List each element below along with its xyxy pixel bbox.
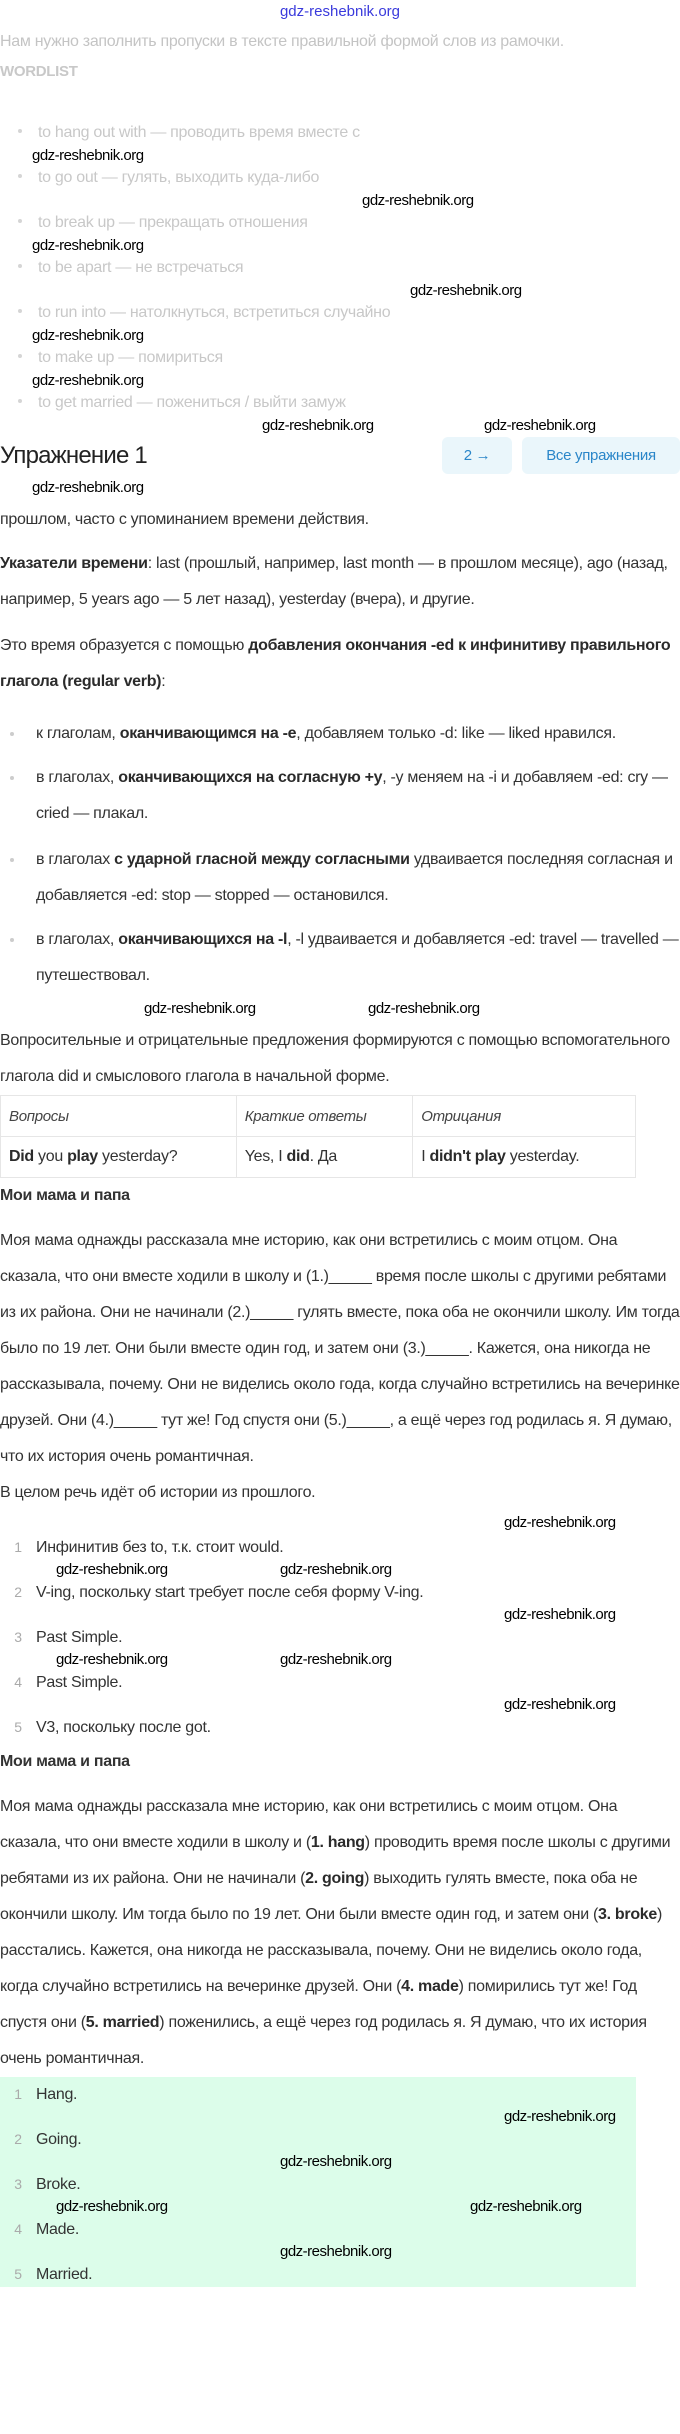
watermark-row bbox=[0, 325, 680, 346]
watermark: gdz-reshebnik.org bbox=[280, 2153, 392, 2170]
bold-text: Указатели времени bbox=[0, 555, 148, 572]
answer-item bbox=[0, 2216, 636, 2242]
next-exercise-button[interactable] bbox=[442, 437, 512, 474]
watermark: gdz-reshebnik.org bbox=[410, 282, 522, 299]
all-exercises-button[interactable]: Все упражнения bbox=[522, 437, 680, 474]
hint-item bbox=[0, 1714, 680, 1740]
watermark: gdz-reshebnik.org bbox=[32, 479, 144, 496]
wordlist-item-text: to get married — пожениться / выйти замуж bbox=[38, 394, 346, 411]
hint-item bbox=[0, 1579, 680, 1605]
wordlist-item bbox=[0, 346, 680, 370]
bold-text: didn't play bbox=[429, 1148, 506, 1165]
answer-number: 1 bbox=[14, 2086, 22, 2102]
task-text-body bbox=[0, 1223, 680, 1475]
bullet-icon bbox=[18, 219, 22, 223]
rule-item bbox=[0, 716, 680, 752]
bullet-icon bbox=[10, 938, 14, 942]
watermark: gdz-reshebnik.org bbox=[470, 2198, 582, 2215]
bullet-icon bbox=[18, 354, 22, 358]
answer-item bbox=[0, 2261, 636, 2287]
watermark: gdz-reshebnik.org bbox=[362, 192, 474, 209]
watermark-row bbox=[0, 2242, 636, 2261]
text-segment: ) поженились, а ещё через год родилась я. Я думаю, что их история очень романтичная. bbox=[0, 2014, 647, 2067]
watermark: gdz-reshebnik.org bbox=[144, 1000, 256, 1017]
spacer bbox=[0, 618, 680, 628]
table-row bbox=[1, 1137, 636, 1178]
text-segment: в глаголах, bbox=[36, 769, 119, 786]
text-segment: Это время образуется с помощью bbox=[0, 637, 249, 654]
next-exercise-label: 2 bbox=[463, 447, 472, 464]
bold-text: 3. broke bbox=[598, 1906, 657, 1923]
text-segment: в глаголах, bbox=[36, 931, 119, 948]
answer-text: Made. bbox=[36, 2221, 79, 2238]
watermark-row bbox=[0, 2107, 636, 2126]
bullet-icon bbox=[10, 858, 14, 862]
hint-number: 5 bbox=[14, 1719, 22, 1735]
watermark: gdz-reshebnik.org bbox=[484, 417, 596, 434]
rule-item bbox=[0, 842, 680, 914]
rule-text bbox=[36, 769, 668, 822]
watermark: gdz-reshebnik.org bbox=[504, 1606, 616, 1623]
rule-text bbox=[36, 851, 673, 904]
exercise-header bbox=[0, 437, 680, 474]
theory-intro bbox=[0, 502, 680, 538]
text-segment: Моя мама однажды рассказала мне историю, как они встретились с моим отцом. Она сказала, что они вместе ходили в школу и ( bbox=[0, 1798, 618, 1851]
spacer bbox=[0, 1208, 680, 1223]
text-segment: yesterday? bbox=[97, 1148, 178, 1165]
watermark-row bbox=[0, 145, 680, 166]
text-segment: : bbox=[161, 673, 166, 690]
text-segment: ) проводить время после школы с другими ребятами из их района. Они не начинали ( bbox=[0, 1834, 671, 1887]
answer-text: Hang. bbox=[36, 2086, 78, 2103]
wordlist-item-text: to go out — гулять, выходить куда-либо bbox=[38, 169, 320, 186]
questions-rule bbox=[0, 1023, 680, 1095]
answer-number: 5 bbox=[14, 2266, 22, 2282]
text-segment: . Да bbox=[309, 1148, 338, 1165]
rule-text bbox=[36, 931, 678, 984]
watermark-row bbox=[0, 474, 680, 502]
bold-text: did bbox=[286, 1148, 310, 1165]
bold-text: Did bbox=[9, 1148, 34, 1165]
hint-number: 2 bbox=[14, 1584, 22, 1600]
watermark: gdz-reshebnik.org bbox=[280, 1561, 392, 1578]
bold-text: оканчивающихся на согласную +y bbox=[118, 769, 383, 786]
watermark-row bbox=[0, 1560, 680, 1579]
task-summary: В целом речь идёт об истории из прошлого. bbox=[0, 1484, 316, 1501]
table-header-row bbox=[1, 1096, 636, 1137]
answer-text-title: Мои мама и папа bbox=[0, 1753, 130, 1770]
watermark: gdz-reshebnik.org bbox=[56, 1561, 168, 1578]
answer-text: Broke. bbox=[36, 2176, 81, 2193]
table-cell bbox=[1, 1137, 237, 1178]
wordlist-item bbox=[0, 211, 680, 235]
rule-item bbox=[0, 760, 680, 832]
bold-text: с ударной гласной между согласными bbox=[114, 851, 410, 868]
table-cell bbox=[236, 1137, 413, 1178]
hint-number: 1 bbox=[14, 1539, 22, 1555]
bold-text: play bbox=[67, 1148, 98, 1165]
text-segment: ) помирились тут же! Год спустя они ( bbox=[0, 1978, 637, 2031]
answer-number: 3 bbox=[14, 2176, 22, 2192]
rule-item bbox=[0, 922, 680, 994]
table-cell bbox=[413, 1137, 636, 1178]
text-segment: , добавляем только -d: like — liked нравился. bbox=[296, 725, 616, 742]
hint-item bbox=[0, 1534, 680, 1560]
text-segment: ) расстались. Кажется, она никогда не рассказывала, почему. Они не виделись около года, когда случайно встретились на вечеринке друзей. Они ( bbox=[0, 1906, 663, 1995]
hint-text: Инфинитив без to, т.к. стоит would. bbox=[36, 1539, 284, 1556]
page-title: Упражнение 1 bbox=[0, 442, 147, 469]
text-segment: ) выходить гулять вместе, пока оба не окончили школу. Им тогда было по 19 лет. Они были вместе один год, и затем они ( bbox=[0, 1870, 638, 1923]
answer-text-body bbox=[0, 1789, 680, 2077]
spacer bbox=[0, 832, 680, 842]
watermark: gdz-reshebnik.org bbox=[504, 1696, 616, 1713]
answer-item bbox=[0, 2171, 636, 2197]
bold-text: 2. going bbox=[305, 1870, 365, 1887]
watermark: gdz-reshebnik.org bbox=[504, 1514, 616, 1531]
wordlist-item-text: to run into — натолкнуться, встретиться случайно bbox=[38, 304, 391, 321]
watermark: gdz-reshebnik.org bbox=[504, 2108, 616, 2125]
grammar-table bbox=[0, 1095, 636, 1178]
bullet-icon bbox=[18, 264, 22, 268]
wordlist-item-text: to be apart — не встречаться bbox=[38, 259, 244, 276]
bullet-icon bbox=[18, 174, 22, 178]
watermark-row bbox=[0, 370, 680, 391]
bold-text: добавления окончания -ed к инфинитиву правильного глагола (regular verb) bbox=[0, 637, 671, 690]
watermark-row bbox=[0, 2197, 636, 2216]
text-segment: Моя мама однажды рассказала мне историю, как они встретились с моим отцом. Она сказала, что они вместе ходили в школу и (1.)_____ время после школы с другими ребятами из их района. Они не начинали (2.)_____ гулять вместе, пока оба не окончили школу. Им тогда было по 19 лет. Они были вместе один год, и затем они (3.)_____. Кажется, она никогда не рассказывала, почему. Они не виделись около года, когда случайно встретились на вечеринке друзей. Они (4.)_____ тут же! Год спустя они (5.)_____, а ещё через год родилась я. Я думаю, что их история очень романтичная. bbox=[0, 1232, 680, 1465]
text-segment: : last (прошлый, например, last month — в прошлом месяце), ago (назад, например, 5 years ago — 5 лет назад), yesterday (вчера), и другие. bbox=[0, 555, 668, 608]
text-segment: Вопросительные и отрицательные предложения формируются с помощью вспомогательного глагола did и смыслового глагола в начальной форме. bbox=[0, 1032, 670, 1085]
bold-text: 4. made bbox=[401, 1978, 459, 1995]
bullet-icon bbox=[10, 776, 14, 780]
spacer bbox=[0, 1774, 680, 1789]
arrow-right-icon: → bbox=[475, 447, 491, 464]
spacer bbox=[0, 538, 680, 546]
watermark-row bbox=[0, 280, 680, 301]
bullet-icon bbox=[18, 399, 22, 403]
text-segment: you bbox=[33, 1148, 68, 1165]
text-segment: в глаголах bbox=[36, 851, 115, 868]
answer-text: Married. bbox=[36, 2266, 93, 2283]
text-segment: I bbox=[421, 1148, 430, 1165]
bullet-icon bbox=[10, 732, 14, 736]
wordlist-item bbox=[0, 301, 680, 325]
answer-number: 2 bbox=[14, 2131, 22, 2147]
answers-box bbox=[0, 2077, 636, 2287]
table-header: Вопросы bbox=[1, 1096, 237, 1137]
site-watermark: gdz-reshebnik.org bbox=[279, 3, 401, 20]
watermark: gdz-reshebnik.org bbox=[280, 2243, 392, 2260]
wordlist-item-text: to make up — помириться bbox=[38, 349, 223, 366]
watermark-row bbox=[0, 1511, 680, 1534]
watermark-row bbox=[0, 1650, 680, 1669]
watermark: gdz-reshebnik.org bbox=[56, 2198, 168, 2215]
text-segment: Yes, I bbox=[244, 1148, 287, 1165]
task-instruction: Нам нужно заполнить пропуски в тексте правильной формой слов из рамочки. bbox=[0, 33, 564, 50]
text-segment: удваивается последняя согласная и добавляется -ed: stop — stopped — остановился. bbox=[36, 851, 673, 904]
text-segment: прошлом, часто с упоминанием времени действия. bbox=[0, 511, 369, 528]
answer-number: 4 bbox=[14, 2221, 22, 2237]
answer-item bbox=[0, 2081, 636, 2107]
watermark: gdz-reshebnik.org bbox=[262, 417, 374, 434]
wordlist-item-text: to hang out with — проводить время вместе с bbox=[38, 124, 360, 141]
text-segment: , -l удваивается и добавляется -ed: travel — travelled —путешествовал. bbox=[36, 931, 679, 984]
wordlist-item-text: to break up — прекращать отношения bbox=[38, 214, 308, 231]
spacer bbox=[0, 914, 680, 922]
spacer bbox=[0, 1740, 680, 1750]
table-header: Отрицания bbox=[413, 1096, 636, 1137]
bold-text: оканчивающимся на -e bbox=[119, 725, 297, 742]
time-markers bbox=[0, 546, 680, 618]
hint-text: Past Simple. bbox=[36, 1674, 123, 1691]
wordlist-item bbox=[0, 121, 680, 145]
hint-number: 4 bbox=[14, 1674, 22, 1690]
hint-text: Past Simple. bbox=[36, 1629, 123, 1646]
wordlist-item bbox=[0, 166, 680, 190]
wordlist-item bbox=[0, 256, 680, 280]
bullet-icon bbox=[18, 129, 22, 133]
hint-text: V3, поскольку после got. bbox=[36, 1719, 211, 1736]
text-segment: к глаголам, bbox=[36, 725, 120, 742]
spacer bbox=[0, 84, 680, 121]
hint-item bbox=[0, 1669, 680, 1695]
bold-text: оканчивающихся на -l bbox=[118, 931, 288, 948]
wordlist-title: WORDLIST bbox=[0, 63, 78, 80]
table-header: Краткие ответы bbox=[236, 1096, 413, 1137]
spacer bbox=[0, 752, 680, 760]
wordlist-item bbox=[0, 391, 680, 415]
hint-number: 3 bbox=[14, 1629, 22, 1645]
text-segment: , -y меняем на -i и добавляем -ed: cry — cried — плакал. bbox=[36, 769, 668, 822]
wordlist-header bbox=[0, 60, 680, 84]
watermark-row bbox=[0, 994, 680, 1023]
watermark: gdz-reshebnik.org bbox=[32, 147, 144, 164]
watermark-row bbox=[0, 415, 680, 437]
watermark: gdz-reshebnik.org bbox=[32, 372, 144, 389]
watermark: gdz-reshebnik.org bbox=[32, 237, 144, 254]
text-segment: yesterday. bbox=[505, 1148, 580, 1165]
bold-text: 1. hang bbox=[310, 1834, 365, 1851]
answer-text: Going. bbox=[36, 2131, 82, 2148]
watermark-row bbox=[0, 235, 680, 256]
watermark-row bbox=[0, 2152, 636, 2171]
spacer bbox=[0, 700, 680, 716]
watermark-row bbox=[0, 1695, 680, 1714]
rule-text bbox=[36, 725, 616, 742]
task-text-title: Мои мама и папа bbox=[0, 1187, 130, 1204]
hint-item bbox=[0, 1624, 680, 1650]
answer-item bbox=[0, 2126, 636, 2152]
watermark: gdz-reshebnik.org bbox=[56, 1651, 168, 1668]
bullet-icon bbox=[18, 309, 22, 313]
watermark-row bbox=[0, 190, 680, 211]
watermark-row bbox=[0, 1605, 680, 1624]
watermark: gdz-reshebnik.org bbox=[368, 1000, 480, 1017]
bold-text: 5. married bbox=[85, 2014, 160, 2031]
formation-rule bbox=[0, 628, 680, 700]
watermark: gdz-reshebnik.org bbox=[280, 1651, 392, 1668]
watermark: gdz-reshebnik.org bbox=[32, 327, 144, 344]
hint-text: V-ing, поскольку start требует после себя форму V-ing. bbox=[36, 1584, 424, 1601]
